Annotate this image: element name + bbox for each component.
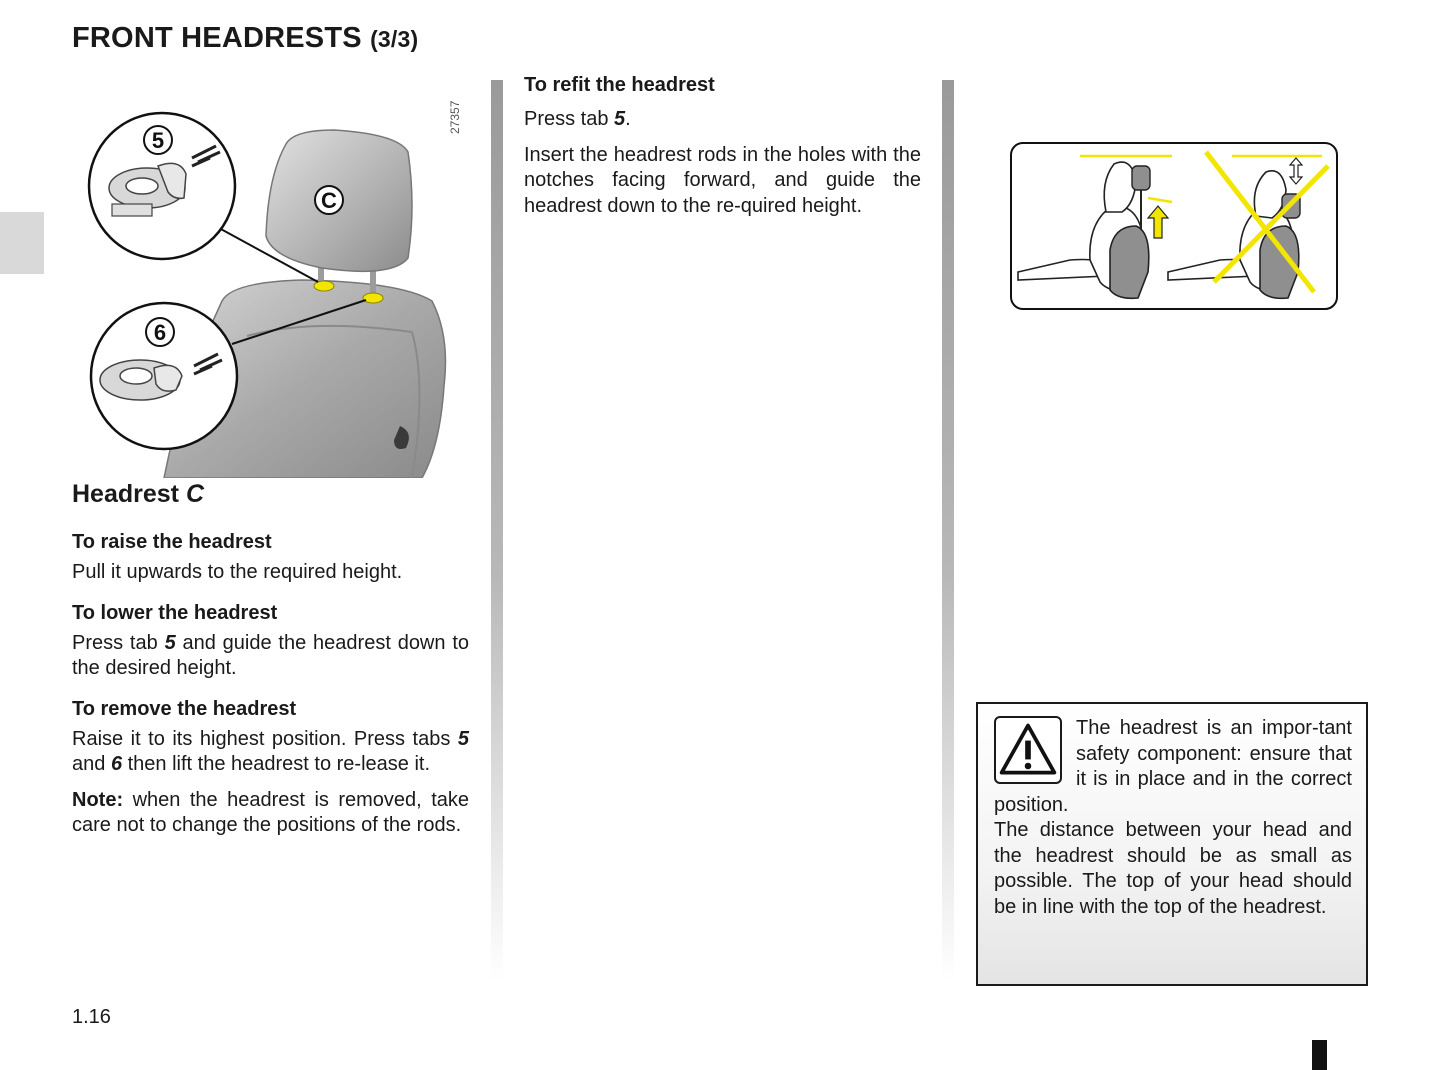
position-figure	[1010, 142, 1338, 312]
refit-text: Insert the headrest rods in the holes with the notches facing forward, and guide the headrest down to the re-quired height.	[524, 143, 921, 217]
warning-text-b: The distance between your head and the headrest should be as small as possible. The top of your head should be in line with the top of the headrest.	[994, 819, 1352, 918]
column-divider-2	[942, 80, 954, 980]
side-tab	[0, 212, 44, 274]
title-text: FRONT HEADRESTS	[72, 22, 362, 54]
warning-icon	[994, 716, 1062, 784]
label-5: 5	[151, 128, 165, 153]
column-divider-1	[491, 80, 503, 980]
section-heading: Headrest C	[72, 480, 205, 508]
headrest-figure	[72, 86, 452, 478]
label-6: 6	[153, 320, 167, 345]
warning-text-a: The headrest is an impor-tant safety component: ensure that it is in place and in the correct position.	[994, 717, 1352, 816]
column-1	[72, 480, 469, 849]
figure-code: 27357	[448, 100, 462, 134]
lower-title: To lower the headrest	[72, 601, 278, 624]
label-c: C	[321, 188, 337, 213]
warning-box	[976, 702, 1368, 986]
refit-title: To refit the headrest	[524, 74, 715, 96]
note-text: Note: when the headrest is removed, take care not to change the positions of the rods.	[72, 788, 469, 836]
tab-ring-6	[363, 293, 383, 303]
raise-text: Pull it upwards to the required height.	[72, 561, 403, 583]
lower-text: Press tab 5 and guide the headrest down to the desired height.	[72, 631, 469, 679]
title-part: (3/3)	[370, 26, 419, 52]
refit-press: Press tab 5.	[524, 108, 631, 130]
remove-text: Raise it to its highest position. Press tabs 5 and 6 then lift the headrest to re-lease it.	[72, 727, 469, 775]
corner-mark	[1312, 1040, 1327, 1070]
remove-title: To remove the headrest	[72, 697, 297, 720]
column-2	[524, 74, 921, 229]
page-title	[72, 22, 418, 55]
page-number: 1.16	[72, 1006, 111, 1028]
raise-title: To raise the headrest	[72, 531, 272, 553]
